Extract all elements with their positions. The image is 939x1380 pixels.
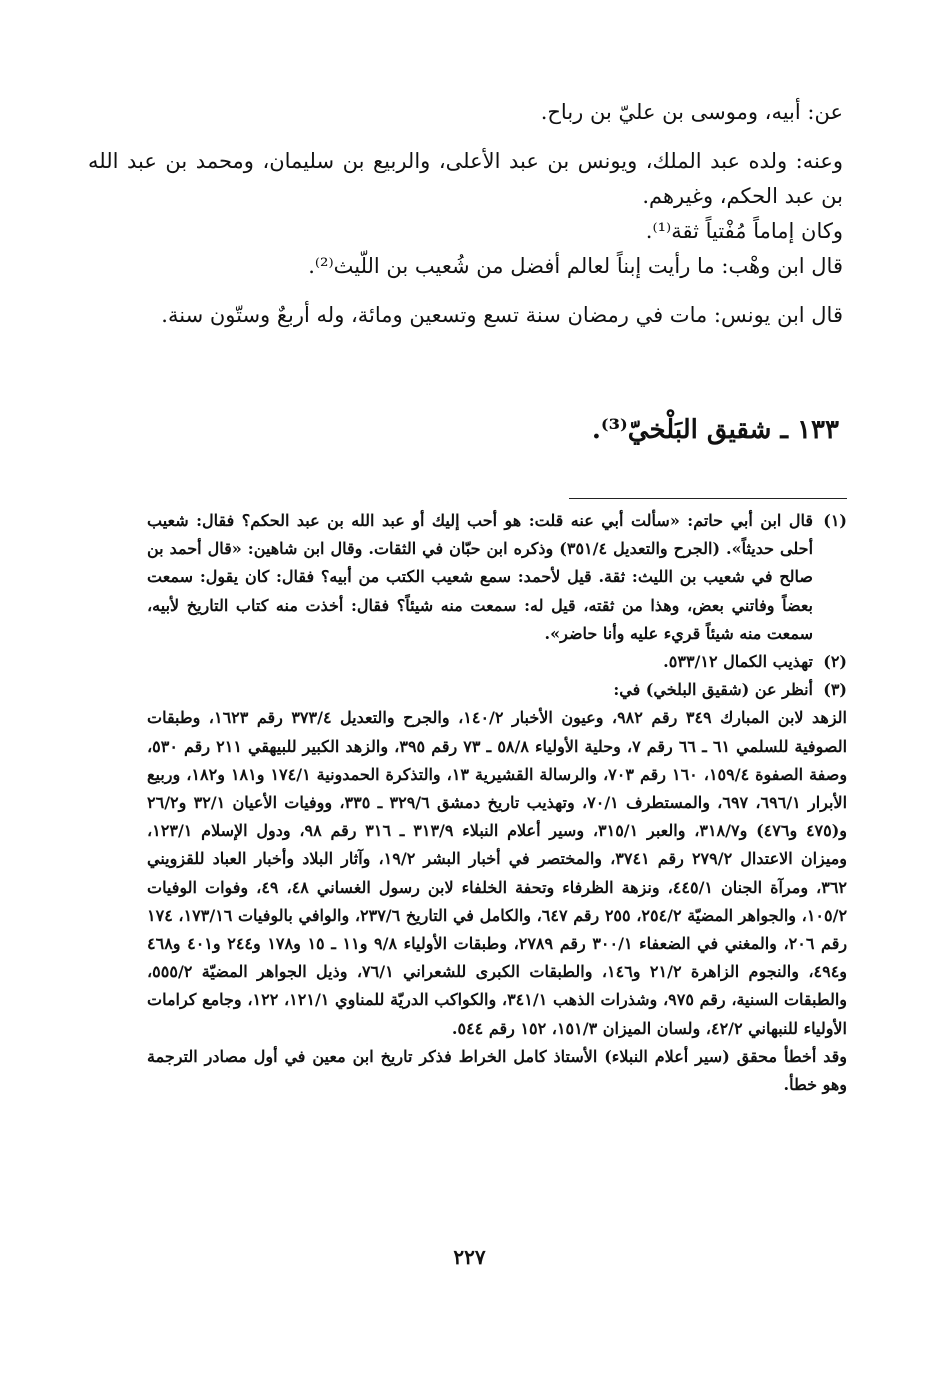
footnote-3 <box>147 676 847 704</box>
paragraph-narrators-to: وعنه: ولده عبد الملك، ويونس بن عبد الأعلى، والربيع بن سليمان، ومحمد بن عبد الله بن عبد الحكم، وغيرهم. <box>88 149 843 208</box>
page-number: ٢٢٧ <box>453 1245 486 1269</box>
footnote-number: (٢) <box>823 652 847 672</box>
main-text-block <box>88 95 843 347</box>
footnotes-section <box>147 507 847 1099</box>
entry-heading: ١٣٣ ـ شقيق البَلْخيّ⁽³⁾. <box>591 415 839 445</box>
paragraph-narrators-from: عن: أبيه، وموسى بن عليّ بن رباح. <box>540 100 843 124</box>
footnote-separator <box>569 498 847 499</box>
footnote-1 <box>147 507 847 648</box>
paragraph-ibn-wahb-quote: قال ابن وهْب: ما رأيت إبناً لعالم أفضل من شُعيب بن اللّيث⁽²⁾. <box>308 254 843 278</box>
footnote-3-sources: الزهد لابن المبارك ٣٤٩ رقم ٩٨٢، وعيون الأخبار ١٤٠/٢، والجرح والتعديل ٣٧٣/٤ رقم ١٦٢٣، وطبقات الصوفية للسلمي ٦١ ـ ٦٦ رقم ٧، وحلية الأولياء ٥٨/٨ ـ ٧٣ رقم ٣٩٥، والزهد الكبير للبيهقي ٢١١ رقم ٥٣٠، وصفة الصفوة ١٥٩/٤، ١٦٠ رقم ٧٠٣، والرسالة القشيرية ١٣، والتذكرة الحمدونية ١٧٤/١ و١٨١ و١٨٢، وربيع الأبرار ٦٩٦/١، ٦٩٧، والمستطرف ٧٠/١، وتهذيب تاريخ دمشق ٣٢٩/٦ ـ ٣٣٥، ووفيات الأعيان ٣٢/١ و٢٦/٢ و(٤٧٥ و٤٧٦) و٣١٨/٧، والعبر ٣١٥/١، وسير أعلام النبلاء ٣١٣/٩ ـ ٣١٦ رقم ٩٨، ودول الإسلام ١٢٣/١، وميزان الاعتدال ٢٧٩/٢ رقم ٣٧٤١، والمختصر في أخبار البشر ١٩/٢، وآثار البلاد وأخبار العباد للقزويني ٣٦٢، ومرآة الجنان ٤٤٥/١، ونزهة الظرفاء وتحفة الخلفاء لابن رسول الغساني ٤٨، ٤٩، وفوات الوفيات ١٠٥/٢، والجواهر المضيّة ٢٥٤/٢، ٢٥٥ رقم ٦٤٧، والكامل في التاريخ ٢٣٧/٦، والوافي بالوفيات ١٧٣/١٦، ١٧٤ رقم ٢٠٦، والمغني في الضعفاء ٣٠٠/١ رقم ٢٧٨٩، وطبقات الأولياء ٩/٨ و١١ ـ ١٥ و١٧٨ و٢٤٤ و٤٠١ و٤٦٨ و٤٩٤، والنجوم الزاهرة ٢١/٢ و١٤٦، والطبقات الكبرى للشعراني ٧٦/١، وذيل الجواهر المضيّة ٥٥٥/٢، والطبقات السنية، رقم ٩٧٥، وشذرات الذهب ٣٤١/١، والكواكب الدريّة للمناوي ١٢١/١، ١٢٢، وجامع كرامات الأولياء للنبهاني ٤٢/٢، ولسان الميزان ١٥١/٣، ١٥٢ رقم ٥٤٤. <box>147 708 848 1038</box>
footnote-3-note: وقد أخطأ محقق (سير أعلام النبلاء) الأستاذ كامل الخراط فذكر تاريخ ابن معين في أول مصادر الترجمة وهو خطأ. <box>147 1046 847 1095</box>
footnote-number: (٣) <box>823 680 847 700</box>
footnote-2 <box>147 648 847 676</box>
footnote-text: قال ابن أبي حاتم: «سألت أبي عنه قلت: هو أحب إليك أو عبد الله بن عبد الحكم؟ فقال: شعيب أحلى حديثاً». (الجرح والتعديل ٣٥١/٤) وذكره ابن حبّان في الثقات. وقال ابن شاهين: «قال أحمد بن صالح في شعيب بن الليث: ثقة. قيل لأحمد: سمع شعيب الكتب من أبيه؟ فقال: كان يقول: سمعت بعضاً وفاتني بعض، وهذا من ثقته، قيل له: سمعت منه شيئاً؟ فقال: أخذت منه كتاب التاريخ لأبيه، سمعت منه شيئاً قريء عليه وأنا حاضر». <box>147 511 814 643</box>
paragraph-status: وكان إماماً مُفْتياً ثقة⁽¹⁾. <box>645 219 843 243</box>
footnote-text: أنظر عن (شقيق البلخي) في: <box>613 680 813 700</box>
footnote-number: (١) <box>823 511 847 530</box>
paragraph-death-date: قال ابن يونس: مات في رمضان سنة تسع وتسعين ومائة، وله أربعٌ وستّون سنة. <box>161 303 843 327</box>
footnote-text: تهذيب الكمال ٥٣٣/١٢. <box>663 652 813 672</box>
